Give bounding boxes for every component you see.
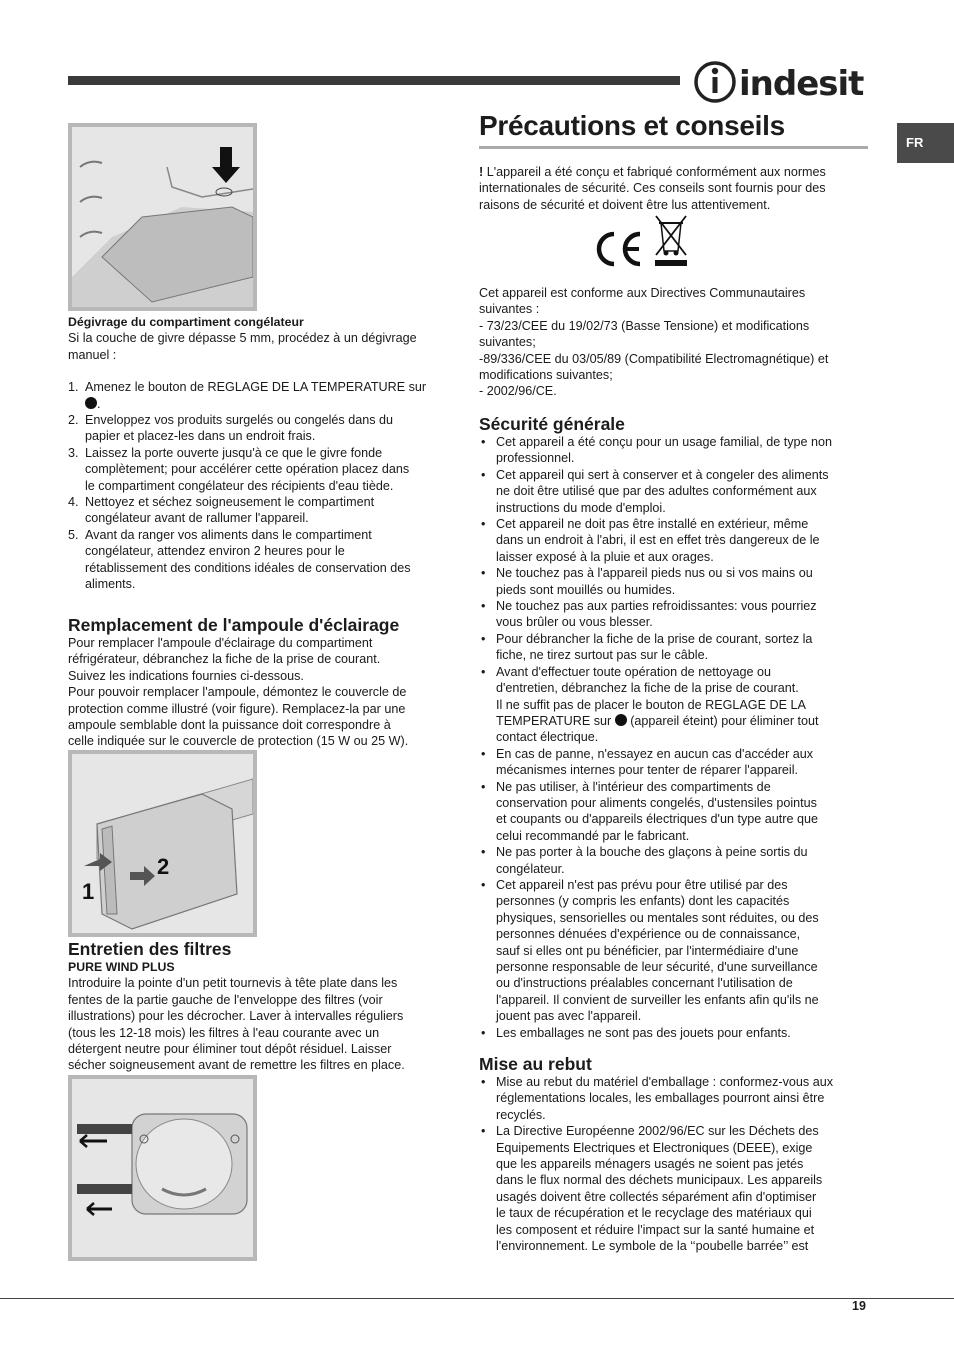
filters-line: (tous les 12-18 mois) les filtres à l'eau courante avec un bbox=[68, 1025, 380, 1040]
directive-line: - 73/23/CEE du 19/02/73 (Basse Tensione) et modifications bbox=[479, 318, 810, 333]
safety-line: • Cet appareil a été conçu pour un usage familial, de type non bbox=[496, 435, 833, 449]
page-title: Précautions et conseils bbox=[479, 110, 785, 141]
step-number: 2. bbox=[68, 413, 79, 428]
freezer-defrost-illustration bbox=[68, 123, 257, 311]
safety-line: • Les emballages ne sont pas des jouets pour enfants. bbox=[496, 1025, 791, 1040]
safety-line: • Pour débrancher la fiche de la prise de courant, sortez la bbox=[496, 631, 813, 646]
disposal-heading: Mise au rebut bbox=[479, 1054, 592, 1074]
disposal-line: recyclés. bbox=[496, 1107, 546, 1122]
safety-line: personnes dénuées d'expérience ou de connaissance, bbox=[496, 927, 801, 942]
safety-line: • Avant d'effectuer toute opération de nettoyage ou bbox=[496, 664, 772, 679]
step-text: congélateur avant de rallumer l'appareil. bbox=[85, 511, 309, 526]
list-item bbox=[479, 467, 871, 516]
list-item bbox=[479, 516, 871, 565]
disposal-line: le taux de récupération et le recyclage des matériaux qui bbox=[496, 1206, 812, 1221]
safety-line: et coupants ou d'appareils électriques d'un type autre que bbox=[496, 812, 818, 827]
lamp-section bbox=[68, 615, 458, 750]
safety-line: • Cet appareil ne doit pas être installé en extérieur, même bbox=[496, 517, 809, 532]
crossed-bin-icon bbox=[653, 213, 689, 267]
directive-line: -89/336/CEE du 03/05/89 (Compatibilité Electromagnétique) et bbox=[479, 351, 829, 366]
safety-line: • Cet appareil n'est pas prévu pour être utilisé par des bbox=[496, 877, 788, 892]
lamp-cover-illustration bbox=[68, 750, 257, 937]
list-item bbox=[479, 1025, 871, 1041]
defrost-intro: Si la couche de givre dépasse 5 mm, procédez à un dégivrage manuel : bbox=[68, 331, 417, 362]
list-item bbox=[479, 664, 871, 746]
disposal-line: réglementations locales, les emballages pourront ainsi être bbox=[496, 1091, 825, 1106]
safety-line: • Ne pas porter à la bouche des glaçons à peine sortis du bbox=[496, 845, 808, 860]
safety-line: • Ne pas utiliser, à l'intérieur des compartiments de bbox=[496, 779, 771, 794]
disposal-line: Equipements Electriques et Electroniques (DEEE), exige bbox=[496, 1140, 813, 1155]
safety-line: vous brûler ou vous blesser. bbox=[496, 615, 653, 630]
list-item bbox=[479, 779, 871, 845]
intro-line: L'appareil a été conçu et fabriqué conformément aux normes bbox=[483, 165, 826, 179]
step-text: papier et placez-les dans un endroit frais. bbox=[85, 429, 316, 444]
list-item bbox=[479, 1123, 871, 1254]
step-number: 1. bbox=[68, 380, 79, 395]
defrost-title: Dégivrage du compartiment congélateur bbox=[68, 315, 304, 329]
safety-line: congélateur. bbox=[496, 861, 565, 876]
step-2-label: 2 bbox=[157, 854, 170, 879]
safety-line: TEMPERATURE sur bbox=[496, 713, 615, 728]
step-number: 3. bbox=[68, 445, 79, 460]
list-item bbox=[479, 565, 871, 598]
step-1-label: 1 bbox=[82, 879, 95, 904]
title-underline bbox=[479, 146, 868, 149]
directive-line: suivantes; bbox=[479, 335, 536, 350]
filters-line: illustrations) pour les décrocher. Laver à intervalles réguliers bbox=[68, 1009, 404, 1024]
intro-line: internationales de sécurité. Ces conseils sont fournis pour des bbox=[479, 181, 826, 196]
disposal-line: • La Directive Européenne 2002/96/EC sur les Déchets des bbox=[496, 1124, 819, 1139]
footer-rule bbox=[0, 1298, 954, 1299]
filters-subtitle: PURE WIND PLUS bbox=[68, 960, 175, 974]
disposal-line: les composent et réduire l'impact sur la santé humaine et bbox=[496, 1222, 815, 1237]
disposal-section bbox=[479, 1054, 871, 1254]
safety-line: personne responsable de leur sécurité, d'une surveillance bbox=[496, 960, 818, 974]
lamp-line: ampoule semblable dont la puissance doit correspondre à bbox=[68, 718, 391, 733]
step-text: Nettoyez et séchez soigneusement le compartiment bbox=[85, 495, 375, 510]
off-position-dot-icon bbox=[85, 397, 97, 409]
defrost-steps bbox=[68, 379, 458, 592]
disposal-line: que les appareils ménagers usagés ne soient pas jetés bbox=[496, 1157, 804, 1172]
list-item bbox=[479, 746, 871, 779]
safety-line: instructions du mode d'emploi. bbox=[496, 500, 666, 515]
list-item bbox=[68, 379, 458, 412]
directive-line: modifications suivantes; bbox=[479, 368, 613, 383]
safety-line: pieds sont mouillés ou humides. bbox=[496, 582, 676, 597]
safety-line: • Ne touchez pas à l'appareil pieds nus ou si vos mains ou bbox=[496, 566, 813, 581]
step-text: rétablissement des conditions idéales de conservation des bbox=[85, 560, 411, 575]
step-text: Avant da ranger vos aliments dans le compartiment bbox=[85, 527, 372, 542]
step-text: congélateur, attendez environ 2 heures pour le bbox=[85, 544, 345, 559]
intro-section bbox=[479, 164, 871, 213]
directive-line: suivantes : bbox=[479, 302, 540, 317]
safety-line: jouent pas avec l'appareil. bbox=[496, 1009, 642, 1024]
safety-section bbox=[479, 414, 871, 1041]
safety-line: dans un endroit à l'abri, il est en effet très dangereux de le bbox=[496, 533, 820, 548]
list-item bbox=[68, 494, 458, 527]
lamp-heading: Remplacement de l'ampoule d'éclairage bbox=[68, 615, 400, 635]
warning-mark: ! bbox=[479, 165, 484, 179]
list-item bbox=[479, 631, 871, 664]
safety-line: ou d'instructions préalables concernant l'utilisation de bbox=[496, 976, 793, 991]
safety-line: sauf si elles ont pu bénéficier, par l'intermédiaire d'une bbox=[496, 943, 799, 958]
step-text: le compartiment congélateur des récipients d'eau tiède. bbox=[85, 478, 394, 493]
disposal-line: l'environnement. Le symbole de la ‘‘poubelle barrée’’ est bbox=[496, 1239, 809, 1254]
header-rule bbox=[68, 76, 680, 85]
list-item bbox=[68, 445, 458, 494]
safety-line: personnes (y compris les enfants) dont les capacités bbox=[496, 894, 790, 909]
lamp-line: protection comme illustré (voir figure). Remplacez-la par une bbox=[68, 701, 406, 716]
list-item bbox=[68, 527, 458, 593]
step-number: 5. bbox=[68, 527, 79, 542]
lamp-line: Pour remplacer l'ampoule d'éclairage du compartiment bbox=[68, 636, 373, 650]
safety-line: • Ne touchez pas aux parties refroidissantes: vous pourriez bbox=[496, 599, 817, 614]
off-position-dot-icon bbox=[615, 714, 627, 726]
safety-line: laisser exposé à la pluie et aux orages. bbox=[496, 549, 714, 564]
safety-line: professionnel. bbox=[496, 451, 575, 466]
safety-heading: Sécurité générale bbox=[479, 414, 625, 434]
list-item bbox=[479, 434, 871, 467]
list-item bbox=[68, 412, 458, 445]
lamp-line: Pour pouvoir remplacer l'ampoule, démontez le couvercle de bbox=[68, 685, 407, 700]
safety-line: conservation pour aliments congelés, d'ustensiles pointus bbox=[496, 795, 817, 810]
safety-line: fiche, ne tirez surtout pas sur le câble. bbox=[496, 648, 709, 663]
filters-line: Introduire la pointe d'un petit tournevis à tête plate dans les bbox=[68, 976, 398, 991]
safety-line: celui recommandé par le fabricant. bbox=[496, 828, 690, 843]
step-text: aliments. bbox=[85, 577, 136, 592]
ce-mark-icon bbox=[594, 230, 646, 268]
safety-line: • Cet appareil qui sert à conserver et à congeler des aliments bbox=[496, 467, 829, 482]
directive-line: - 2002/96/CE. bbox=[479, 384, 557, 399]
disposal-line: • Mise au rebut du matériel d'emballage : conformez-vous aux bbox=[496, 1075, 834, 1089]
step-text: Laissez la porte ouverte jusqu'à ce que le givre fonde bbox=[85, 445, 383, 460]
brand-wordmark: indesit bbox=[739, 64, 864, 104]
safety-line: contact électrique. bbox=[496, 730, 599, 745]
lamp-line: réfrigérateur, débranchez la fiche de la prise de courant. bbox=[68, 652, 381, 667]
step-number: 4. bbox=[68, 495, 79, 510]
step-text: . bbox=[97, 396, 101, 411]
list-item bbox=[479, 877, 871, 1025]
language-tab: FR bbox=[897, 123, 954, 163]
safety-line: d'entretien, débranchez la fiche de la prise de courant. bbox=[496, 681, 799, 696]
defrost-section bbox=[68, 314, 458, 593]
disposal-line: dans le flux normal des déchets municipaux. Les appareils bbox=[496, 1173, 823, 1188]
disposal-line: usagés doivent être collectés séparément afin d'optimiser bbox=[496, 1189, 817, 1204]
filter-housing-illustration bbox=[68, 1075, 257, 1261]
lamp-line: Suivez les indications fournies ci-dessous. bbox=[68, 668, 304, 683]
safety-line: ne doit être utilisé que par des adultes conformément aux bbox=[496, 484, 817, 499]
disposal-list bbox=[479, 1074, 871, 1254]
safety-line: physiques, sensorielles ou mentales sont réduites, ou des bbox=[496, 910, 819, 925]
filters-heading: Entretien des filtres bbox=[68, 939, 232, 959]
filters-line: détergent neutre pour éliminer tout dépôt résiduel. Laisser bbox=[68, 1042, 392, 1057]
page-number: 19 bbox=[852, 1299, 866, 1313]
directive-line: Cet appareil est conforme aux Directives Communautaires bbox=[479, 286, 806, 300]
safety-line: mécanismes internes pour tenter de réparer l'appareil. bbox=[496, 763, 799, 778]
safety-line: • En cas de panne, n'essayez en aucun cas d'accéder aux bbox=[496, 746, 814, 761]
filters-section bbox=[68, 939, 458, 1074]
list-item bbox=[479, 598, 871, 631]
step-text: Enveloppez vos produits surgelés ou congelés dans du bbox=[85, 413, 394, 428]
filters-line: sécher soigneusement avant de remettre les filtres en place. bbox=[68, 1058, 405, 1073]
safety-line: (appareil éteint) pour éliminer tout bbox=[626, 713, 819, 728]
safety-line: Il ne suffit pas de placer le bouton de REGLAGE DE LA bbox=[496, 697, 806, 712]
filters-line: fentes de la partie gauche de l'enveloppe des filtres (voir bbox=[68, 992, 383, 1007]
step-text: complètement; pour accélérer cette opération placez dans bbox=[85, 462, 410, 477]
intro-line: raisons de sécurité et doivent être lus attentivement. bbox=[479, 197, 771, 212]
list-item bbox=[479, 844, 871, 877]
directives-section bbox=[479, 285, 871, 400]
safety-line: l'appareil. Il convient de surveiller les enfants afin qu'ils ne bbox=[496, 992, 819, 1007]
safety-list bbox=[479, 434, 871, 1041]
step-text: Amenez le bouton de REGLAGE DE LA TEMPERATURE sur bbox=[85, 380, 427, 395]
lamp-line: celle indiquée sur le couvercle de protection (15 W ou 25 W). bbox=[68, 734, 409, 749]
list-item bbox=[479, 1074, 871, 1123]
